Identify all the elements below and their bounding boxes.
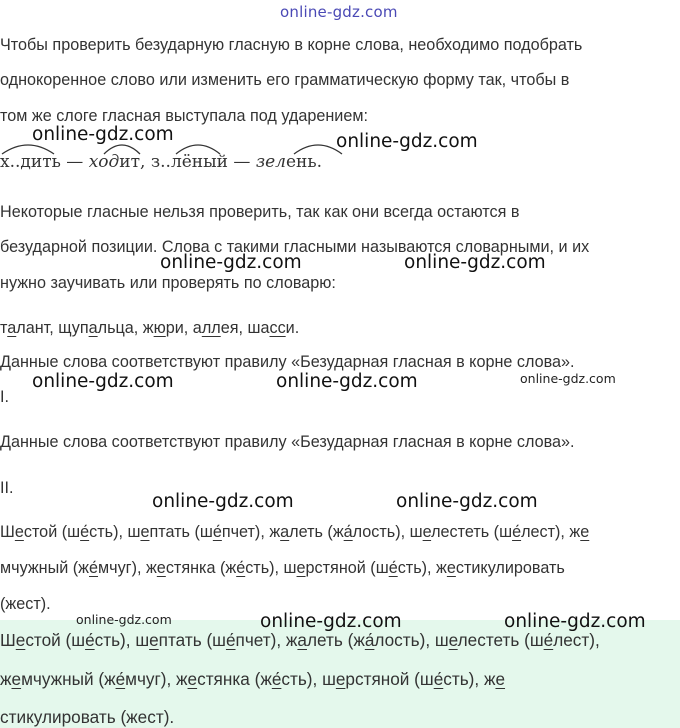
watermark: online-gdz.com <box>520 371 616 386</box>
watermark: online-gdz.com <box>76 612 172 627</box>
list-line-1 <box>0 522 589 542</box>
answer-text: Ш <box>0 630 16 650</box>
answer-vowel: е <box>85 630 95 650</box>
example-word-4b: ень. <box>285 152 323 172</box>
dict-letter: ю <box>153 319 166 337</box>
dict-text: ри, а <box>165 319 202 337</box>
list-vowel: е <box>422 523 432 541</box>
list-vowel: а <box>280 523 290 541</box>
dict-text: льца, ж <box>97 319 154 337</box>
example-dash-2: — <box>233 152 251 172</box>
answer-vowel: е <box>149 630 159 650</box>
answer-vowel: е <box>335 669 346 689</box>
answer-text: ́сть), ш <box>94 630 150 650</box>
para1-line2: однокоренное слово или изменить его грамматическую форму так, чтобы в <box>0 71 570 89</box>
watermark: online-gdz.com <box>404 252 546 273</box>
list-vowel: е <box>388 559 398 577</box>
dict-letter: а <box>88 319 98 337</box>
answer-text: ́сть), ш <box>281 669 336 689</box>
rule-2: Данные слова соответствуют правилу «Безударная гласная в корне слова». <box>0 433 575 451</box>
answer-text: стой (ш <box>25 630 86 650</box>
list-text: стянка (ж <box>165 559 237 577</box>
list-text: ́лест), ж <box>521 523 581 541</box>
example-word-3a: з.. <box>150 152 171 172</box>
list-text: птать (ш <box>149 523 213 541</box>
answer-vowel: а <box>297 630 307 650</box>
watermark: online-gdz.com <box>152 491 294 512</box>
para2-line1: Некоторые гласные нельзя проверить, так как они всегда остаются в <box>0 203 520 221</box>
dict-letter: а <box>7 319 17 337</box>
watermark: online-gdz.com <box>260 611 402 632</box>
list-vowel: е <box>89 559 99 577</box>
answer-vowel: а <box>364 630 375 650</box>
dict-words <box>0 318 299 338</box>
answer-line-1 <box>0 630 600 650</box>
answer-line-2 <box>0 669 505 689</box>
list-vowel: а <box>343 523 353 541</box>
list-text: Ш <box>0 523 15 541</box>
list-vowel: е <box>212 523 222 541</box>
answer-vowel: е <box>115 669 126 689</box>
list-text: мчужный (ж <box>0 559 89 577</box>
watermark: online-gdz.com <box>276 371 418 392</box>
watermark: online-gdz.com <box>336 131 478 152</box>
list-line-2 <box>0 558 565 578</box>
list-vowel: е <box>446 559 456 577</box>
dict-text: и. <box>285 319 300 337</box>
list-line-3: (жест). <box>0 595 51 613</box>
answer-vowel: е <box>225 630 236 650</box>
answer-vowel: е <box>543 630 554 650</box>
watermark-top: online-gdz.com <box>280 3 398 21</box>
answer-text: ́лест), <box>553 630 600 650</box>
para2-line3: нужно заучивать или проверять по словарю: <box>0 274 336 292</box>
list-text: ́сть), ш <box>89 523 141 541</box>
watermark: online-gdz.com <box>396 491 538 512</box>
rule-1: Данные слова соответствуют правилу «Безударная гласная в корне слова». <box>0 353 575 371</box>
answer-text: ́пчет), ж <box>235 630 298 650</box>
example-word-2b: ит, <box>119 152 146 172</box>
answer-text: ж <box>0 669 12 689</box>
example-word-1a: х.. <box>0 152 21 172</box>
list-vowel: е <box>140 523 150 541</box>
example-line <box>0 152 322 172</box>
list-vowel: е <box>156 559 166 577</box>
watermark: online-gdz.com <box>504 611 646 632</box>
list-text: ́мчуг), ж <box>98 559 157 577</box>
answer-vowel: е <box>495 669 506 689</box>
example-word-4a: зел <box>255 152 286 172</box>
list-vowel: е <box>14 523 24 541</box>
list-text: стой (ш <box>23 523 81 541</box>
answer-text: птать (ш <box>158 630 226 650</box>
example-word-2a: ход <box>88 152 120 172</box>
list-text: ́сть), ж <box>397 559 447 577</box>
dict-text: лант, щуп <box>16 319 89 337</box>
roman-1: I. <box>0 388 9 406</box>
answer-text: ́сть), ж <box>443 669 496 689</box>
example-word-1b: дить <box>20 152 61 172</box>
answer-vowel: е <box>433 669 444 689</box>
para1-line3: том же слоге гласная выступала под ударением: <box>0 107 368 125</box>
answer-text: леть (ж <box>306 630 365 650</box>
list-text: ́лость), ш <box>352 523 423 541</box>
answer-text: ́лость), ш <box>374 630 449 650</box>
example-word-3b: лёный <box>170 152 228 172</box>
list-text: лестеть (ш <box>431 523 513 541</box>
list-text: леть (ж <box>289 523 344 541</box>
list-text: стикулировать <box>455 559 565 577</box>
answer-text: лестеть (ш <box>457 630 544 650</box>
list-vowel: е <box>296 559 306 577</box>
list-text: рстяной (ш <box>305 559 389 577</box>
watermark: online-gdz.com <box>32 371 174 392</box>
answer-vowel: е <box>448 630 458 650</box>
example-dash-1: — <box>66 152 84 172</box>
dict-letter: сс <box>269 319 286 337</box>
answer-text: стянка (ж <box>197 669 272 689</box>
watermark: online-gdz.com <box>32 124 174 145</box>
answer-line-3: стикулировать (жест). <box>0 707 175 727</box>
list-vowel: е <box>236 559 246 577</box>
roman-2: II. <box>0 479 14 497</box>
list-vowel: е <box>80 523 90 541</box>
watermark: online-gdz.com <box>160 252 302 273</box>
dict-text: ея, ша <box>220 319 270 337</box>
para2-line2: безударной позиции. Слова с такими гласными называются словарными, и их <box>0 238 590 256</box>
answer-vowel: е <box>15 630 26 650</box>
list-vowel: е <box>580 523 590 541</box>
dict-letter: лл <box>201 319 221 337</box>
list-vowel: е <box>512 523 522 541</box>
answer-vowel: е <box>271 669 282 689</box>
list-text: ́сть), ш <box>245 559 297 577</box>
para1-line1: Чтобы проверить безударную гласную в корне слова, необходимо подобрать <box>0 36 583 54</box>
answer-vowel: е <box>11 669 22 689</box>
answer-text: мчужный (ж <box>21 669 116 689</box>
answer-text: рстяной (ш <box>345 669 434 689</box>
list-text: ́пчет), ж <box>221 523 281 541</box>
answer-text: ́мчуг), ж <box>125 669 188 689</box>
dict-text: т <box>0 319 8 337</box>
answer-vowel: е <box>187 669 198 689</box>
